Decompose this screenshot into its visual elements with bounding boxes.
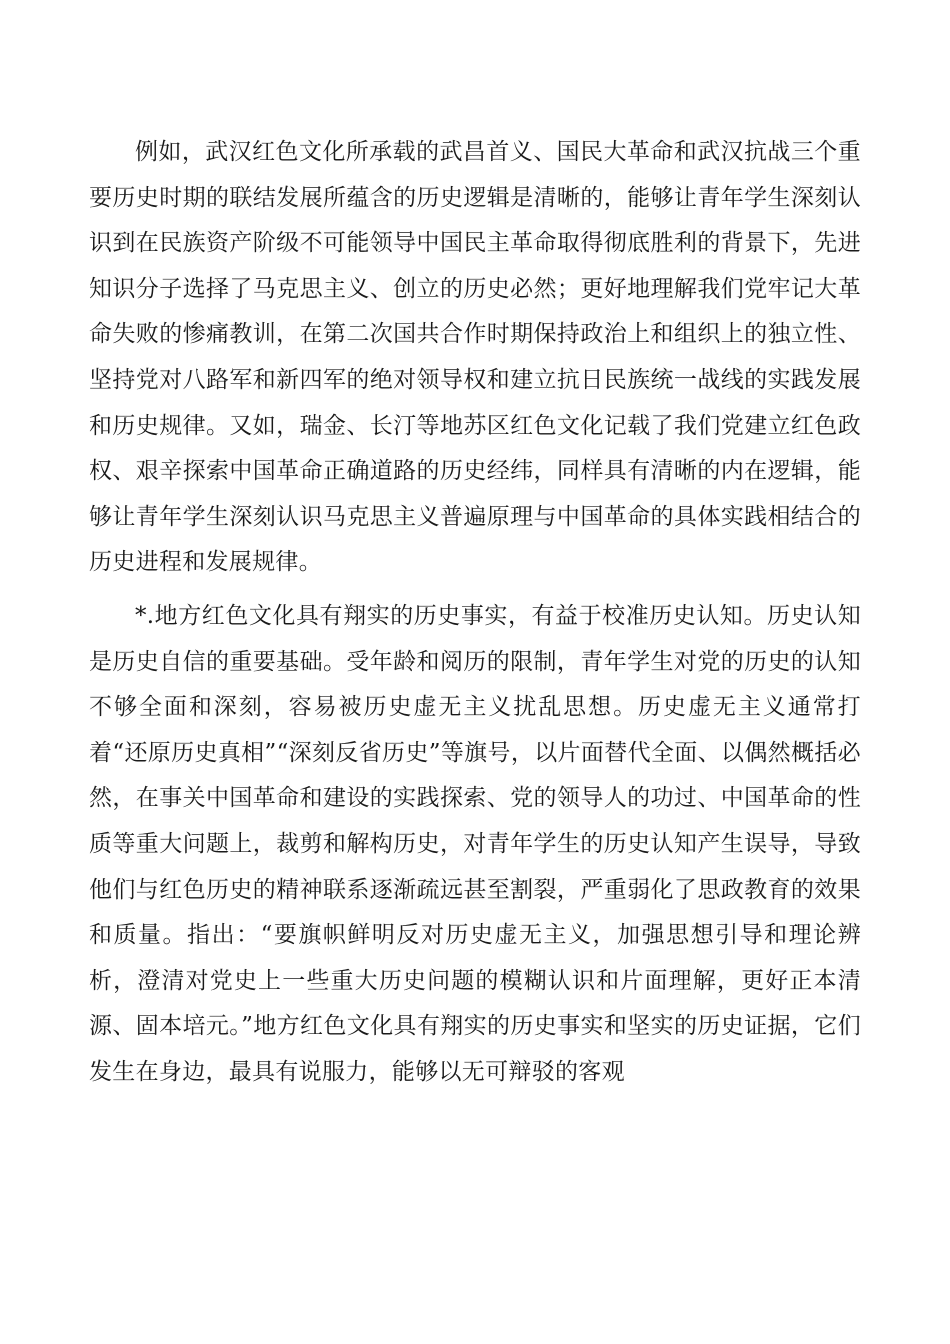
paragraph-historical-logic: 例如，武汉红色文化所承载的武昌首义、国民大革命和武汉抗战三个重要历史时期的联结发展所蕴含的历史逻辑是清晰的，能够让青年学生深刻认识到在民族资产阶级不可能领导中国民主革命取得彻底胜利的背景下，先进知识分子选择了马克思主义、创立的历史必然；更好地理解我们党牢记大革命失败的惨痛教训，在第二次国共合作时期保持政治上和组织上的独立性、坚持党对八路军和新四军的绝对领导权和建立抗日民族统一战线的实践发展和历史规律。又如，瑞金、长汀等地苏区红色文化记载了我们党建立红色政权、艰辛探索中国革命正确道路的历史经纬，同样具有清晰的内在逻辑，能够让青年学生深刻认识马克思主义普遍原理与中国革命的具体实践相结合的历史进程和发展规律。 <box>89 139 861 576</box>
paragraph-historical-facts: *.地方红色文化具有翔实的历史事实，有益于校准历史认知。历史认知是历史自信的重要基础。受年龄和阅历的限制，青年学生对党的历史的认知不够全面和深刻，容易被历史虚无主义扰乱思想。历史虚无主义通常打着“还原历史真相”“深刻反省历史”等旗号，以片面替代全面、以偶然概括必然，在事关中国革命和建设的实践探索、党的领导人的功过、中国革命的性质等重大问题上，裁剪和解构历史，对青年学生的历史认知产生误导，导致他们与红色历史的精神联系逐渐疏远甚至割裂，严重弱化了思政教育的效果和质量。指出：“要旗帜鲜明反对历史虚无主义，加强思想引导和理论辨析，澄清对党史上一些重大历史问题的模糊认识和片面理解，更好正本清源、固本培元。”地方红色文化具有翔实的历史事实和坚实的历史证据，它们发生在身边，最具有说服力，能够以无可辩驳的客观 <box>89 602 861 1085</box>
document-body <box>89 130 861 1095</box>
